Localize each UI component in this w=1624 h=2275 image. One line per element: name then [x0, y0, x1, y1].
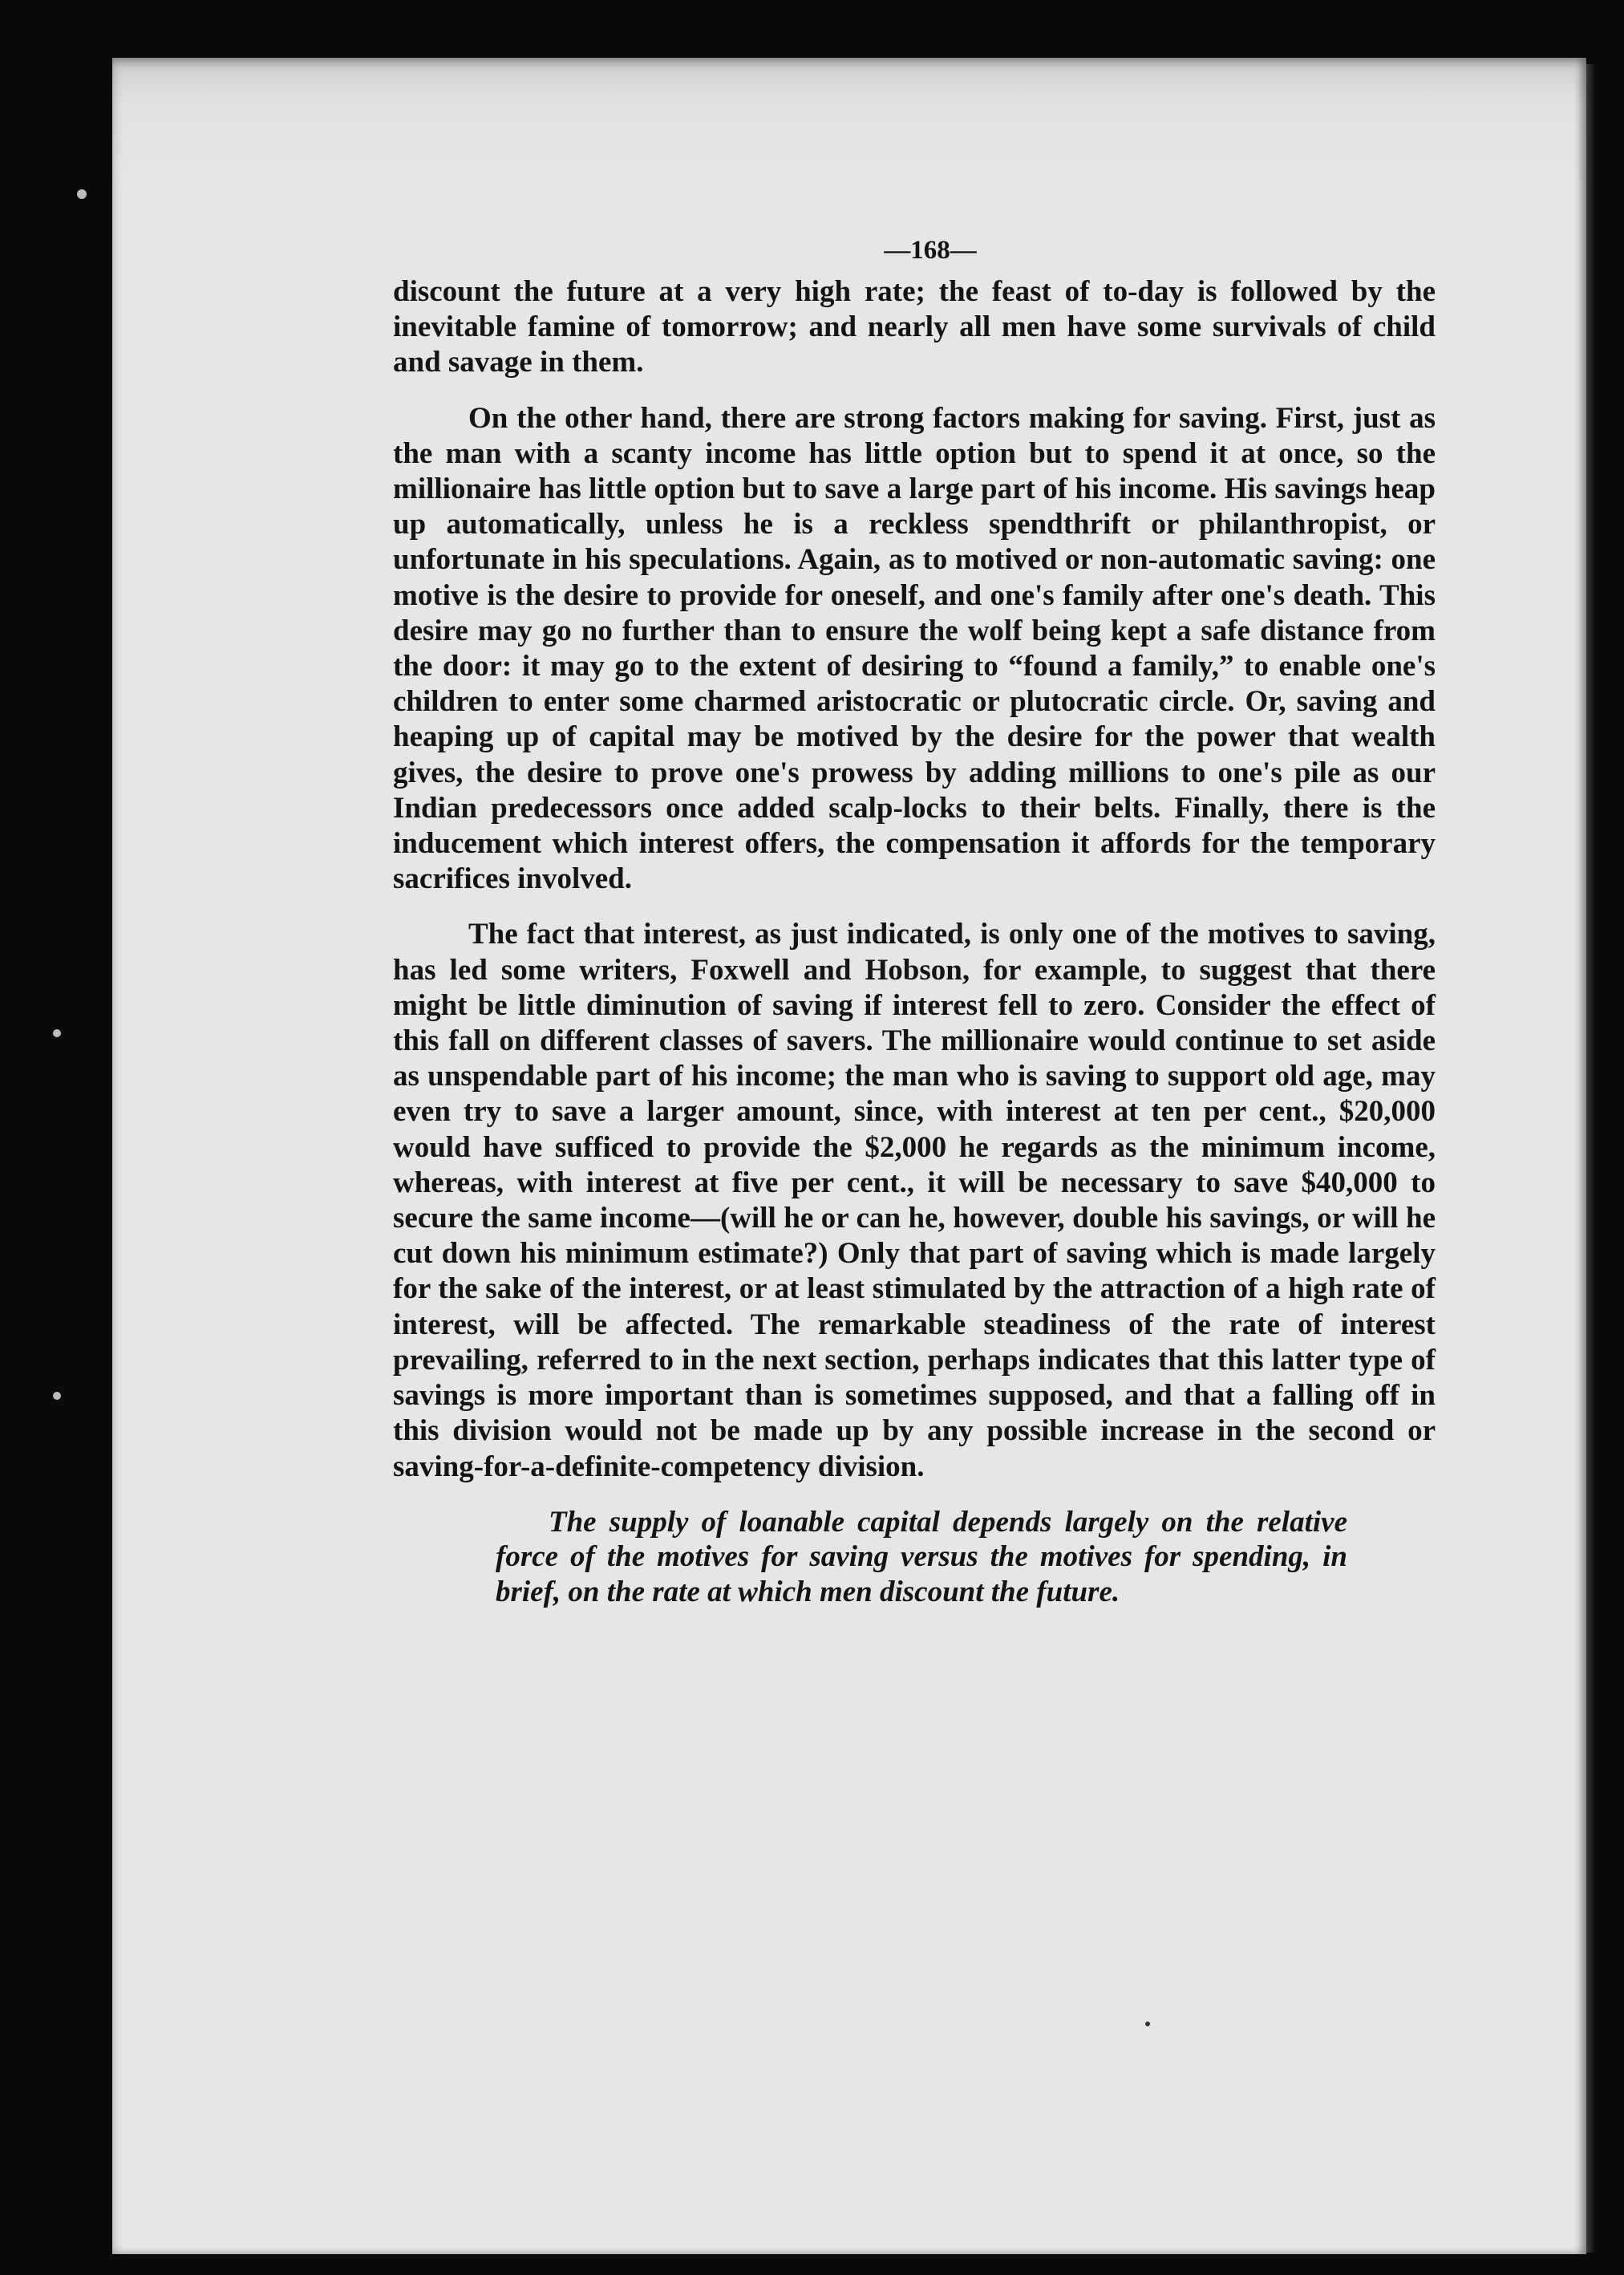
- scan-speck: [77, 189, 87, 199]
- paragraph-factors-for-saving: On the other hand, there are strong factors making for saving. First, just as the man with a scanty income has little option but to spend it at once, so the millionaire has little option but to save a large part of his income. His savings heap up automatically, unless he is a reckless spendthrift or philanthropist, or unfortunate in his speculations. Again, as to motived or non-automatic saving: one motive is the desire to provide for oneself, and one's family after one's death. This desire may go no further than to ensure the wolf being kept a safe distance from the door: it may go to the extent of desiring to “found a family,” to enable one's children to enter some charmed aristocratic or plutocratic circle. Or, saving and heaping up of capital may be motived by the desire for the power that wealth gives, the desire to prove one's prowess by adding millions to one's pile as our Indian predecessors once added scalp-locks to their belts. Finally, there is the inducement which interest offers, the compensation it affords for the temporary sacrifices involved.: [393, 401, 1436, 896]
- scan-speck: [1145, 2022, 1150, 2026]
- page-edge-shadow: [1586, 64, 1594, 2253]
- paragraph-continued: discount the future at a very high rate; the feast of to-day is followed by the inevitable famine of tomorrow; and nearly all men have some survivals of child and savage in them.: [393, 275, 1436, 379]
- scan-speck: [53, 1392, 61, 1400]
- page-text: [393, 233, 1436, 1609]
- page-number: —168—: [884, 236, 977, 265]
- italic-summary: The supply of loanable capital depends largely on the relative force of the motives for saving versus the motives for spending, in brief, on the rate at which men discount the future.: [496, 1505, 1347, 1608]
- paragraph-interest-motive: The fact that interest, as just indicated, is only one of the motives to saving, has led some writers, Foxwell and Hobson, for example, to suggest that there might be little diminution of saving if interest fell to zero. Consider the effect of this fall on different classes of savers. The millionaire would continue to set aside as unspendable part of his income; the man who is saving to support old age, may even try to save a larger amount, since, with interest at ten per cent., $20,000 would have sufficed to provide the $2,000 he regards as the minimum income, whereas, with interest at five per cent., it will be necessary to save $40,000 to secure the same income—(will he or can he, however, double his savings, or will he cut down his minimum estimate?) Only that part of saving which is made largely for the sake of the interest, or at least stimulated by the attraction of a high rate of interest, will be affected. The remarkable steadiness of the rate of interest prevailing, referred to in the next section, perhaps indicates that this latter type of savings is more important than is sometimes supposed, and that a falling off in this division would not be made up by any possible increase in the second or saving-for-a-definite-competency division.: [393, 918, 1436, 1483]
- scan-speck: [53, 1029, 61, 1037]
